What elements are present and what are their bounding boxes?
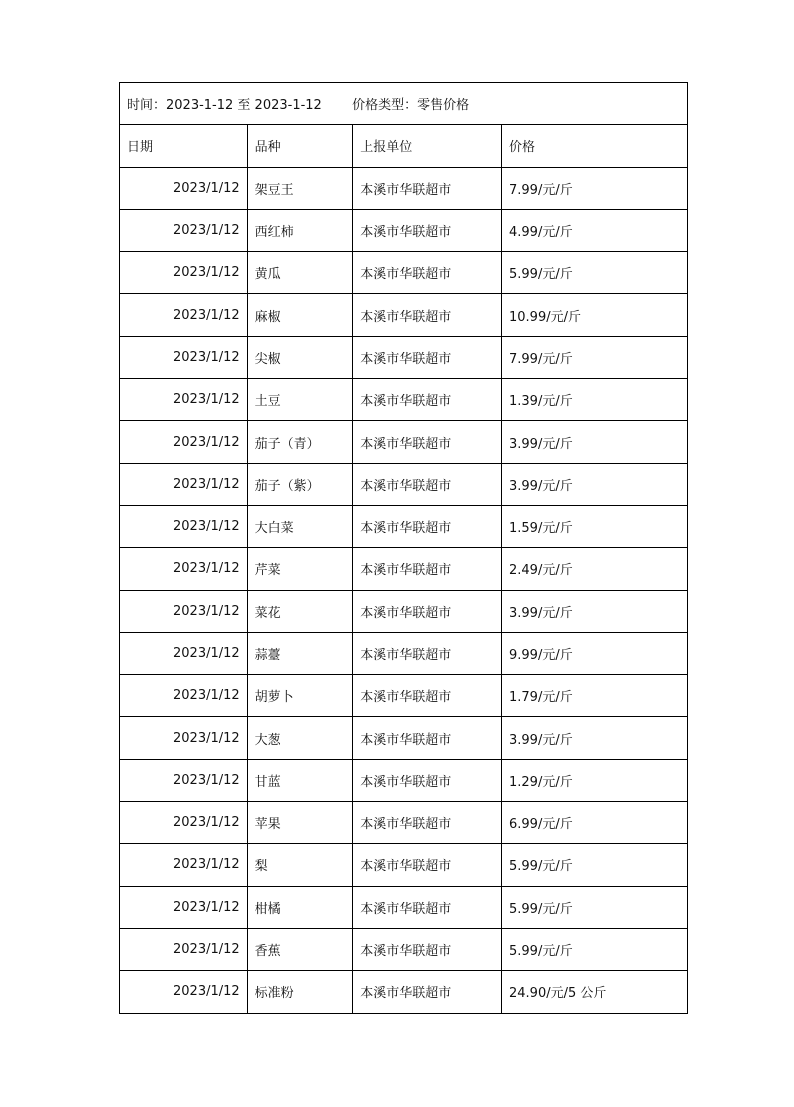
unit-cell: 本溪市华联超市: [353, 759, 502, 801]
table-row: [120, 421, 688, 463]
date-cell: 2023/1/12: [120, 252, 248, 294]
price-cell: 2.49/元/斤: [502, 548, 688, 590]
price-cell: 1.39/元/斤: [502, 379, 688, 421]
unit-cell: 本溪市华联超市: [353, 971, 502, 1013]
date-cell: 2023/1/12: [120, 505, 248, 547]
time-range-label: 时间：2023-1-12 至 2023-1-12: [127, 98, 322, 114]
item-cell: 土豆: [247, 379, 353, 421]
item-cell: 尖椒: [247, 336, 353, 378]
column-header-row: [120, 125, 688, 167]
price-cell: 10.99/元/斤: [502, 294, 688, 336]
unit-cell: 本溪市华联超市: [353, 590, 502, 632]
date-cell: 2023/1/12: [120, 971, 248, 1013]
price-cell: 3.99/元/斤: [502, 421, 688, 463]
price-cell: 4.99/元/斤: [502, 209, 688, 251]
table-row: [120, 209, 688, 251]
unit-cell: 本溪市华联超市: [353, 632, 502, 674]
table-row: [120, 379, 688, 421]
table-row: [120, 252, 688, 294]
item-cell: 茄子（青）: [247, 421, 353, 463]
unit-cell: 本溪市华联超市: [353, 505, 502, 547]
price-cell: 7.99/元/斤: [502, 336, 688, 378]
price-cell: 3.99/元/斤: [502, 463, 688, 505]
table-row: [120, 167, 688, 209]
table-row: [120, 336, 688, 378]
table-row: [120, 505, 688, 547]
table-row: [120, 844, 688, 886]
date-cell: 2023/1/12: [120, 717, 248, 759]
unit-cell: 本溪市华联超市: [353, 675, 502, 717]
item-cell: 柑橘: [247, 886, 353, 928]
item-cell: 大白菜: [247, 505, 353, 547]
item-cell: 芹菜: [247, 548, 353, 590]
item-cell: 蒜薹: [247, 632, 353, 674]
price-cell: 5.99/元/斤: [502, 844, 688, 886]
table-row: [120, 463, 688, 505]
date-cell: 2023/1/12: [120, 632, 248, 674]
date-cell: 2023/1/12: [120, 844, 248, 886]
date-cell: 2023/1/12: [120, 294, 248, 336]
table-row: [120, 717, 688, 759]
price-cell: 1.59/元/斤: [502, 505, 688, 547]
price-cell: 6.99/元/斤: [502, 802, 688, 844]
table-row: [120, 886, 688, 928]
unit-cell: 本溪市华联超市: [353, 421, 502, 463]
unit-cell: 本溪市华联超市: [353, 886, 502, 928]
date-cell: 2023/1/12: [120, 928, 248, 970]
price-cell: 24.90/元/5 公斤: [502, 971, 688, 1013]
date-cell: 2023/1/12: [120, 421, 248, 463]
table-row: [120, 759, 688, 801]
date-cell: 2023/1/12: [120, 209, 248, 251]
table-row: [120, 802, 688, 844]
column-header-price: 价格: [502, 125, 688, 167]
item-cell: 苹果: [247, 802, 353, 844]
price-table: [119, 82, 688, 1014]
price-cell: 1.79/元/斤: [502, 675, 688, 717]
date-cell: 2023/1/12: [120, 548, 248, 590]
date-cell: 2023/1/12: [120, 886, 248, 928]
table-row: [120, 928, 688, 970]
item-cell: 甘蓝: [247, 759, 353, 801]
unit-cell: 本溪市华联超市: [353, 379, 502, 421]
item-cell: 香蕉: [247, 928, 353, 970]
table-row: [120, 675, 688, 717]
date-cell: 2023/1/12: [120, 675, 248, 717]
unit-cell: 本溪市华联超市: [353, 802, 502, 844]
item-cell: 菜花: [247, 590, 353, 632]
unit-cell: 本溪市华联超市: [353, 167, 502, 209]
column-header-date: 日期: [120, 125, 248, 167]
price-cell: 5.99/元/斤: [502, 886, 688, 928]
price-cell: 9.99/元/斤: [502, 632, 688, 674]
date-cell: 2023/1/12: [120, 336, 248, 378]
unit-cell: 本溪市华联超市: [353, 717, 502, 759]
table-row: [120, 971, 688, 1013]
date-cell: 2023/1/12: [120, 167, 248, 209]
date-cell: 2023/1/12: [120, 463, 248, 505]
date-cell: 2023/1/12: [120, 759, 248, 801]
column-header-item: 品种: [247, 125, 353, 167]
unit-cell: 本溪市华联超市: [353, 548, 502, 590]
table-row: [120, 590, 688, 632]
table-row: [120, 632, 688, 674]
item-cell: 标准粉: [247, 971, 353, 1013]
price-cell: 1.29/元/斤: [502, 759, 688, 801]
unit-cell: 本溪市华联超市: [353, 844, 502, 886]
item-cell: 梨: [247, 844, 353, 886]
unit-cell: 本溪市华联超市: [353, 928, 502, 970]
price-cell: 5.99/元/斤: [502, 928, 688, 970]
item-cell: 西红柿: [247, 209, 353, 251]
unit-cell: 本溪市华联超市: [353, 209, 502, 251]
unit-cell: 本溪市华联超市: [353, 336, 502, 378]
unit-cell: 本溪市华联超市: [353, 252, 502, 294]
item-cell: 胡萝卜: [247, 675, 353, 717]
date-cell: 2023/1/12: [120, 379, 248, 421]
price-type-label: 价格类型：零售价格: [352, 98, 470, 114]
date-cell: 2023/1/12: [120, 590, 248, 632]
table-row: [120, 548, 688, 590]
table-row: [120, 294, 688, 336]
price-cell: 7.99/元/斤: [502, 167, 688, 209]
item-cell: 大葱: [247, 717, 353, 759]
price-cell: 3.99/元/斤: [502, 717, 688, 759]
price-cell: 5.99/元/斤: [502, 252, 688, 294]
column-header-unit: 上报单位: [353, 125, 502, 167]
unit-cell: 本溪市华联超市: [353, 294, 502, 336]
item-cell: 黄瓜: [247, 252, 353, 294]
query-info-cell: [120, 83, 688, 125]
item-cell: 麻椒: [247, 294, 353, 336]
date-cell: 2023/1/12: [120, 802, 248, 844]
table-header-info-row: [120, 83, 688, 125]
price-cell: 3.99/元/斤: [502, 590, 688, 632]
unit-cell: 本溪市华联超市: [353, 463, 502, 505]
item-cell: 架豆王: [247, 167, 353, 209]
item-cell: 茄子（紫）: [247, 463, 353, 505]
